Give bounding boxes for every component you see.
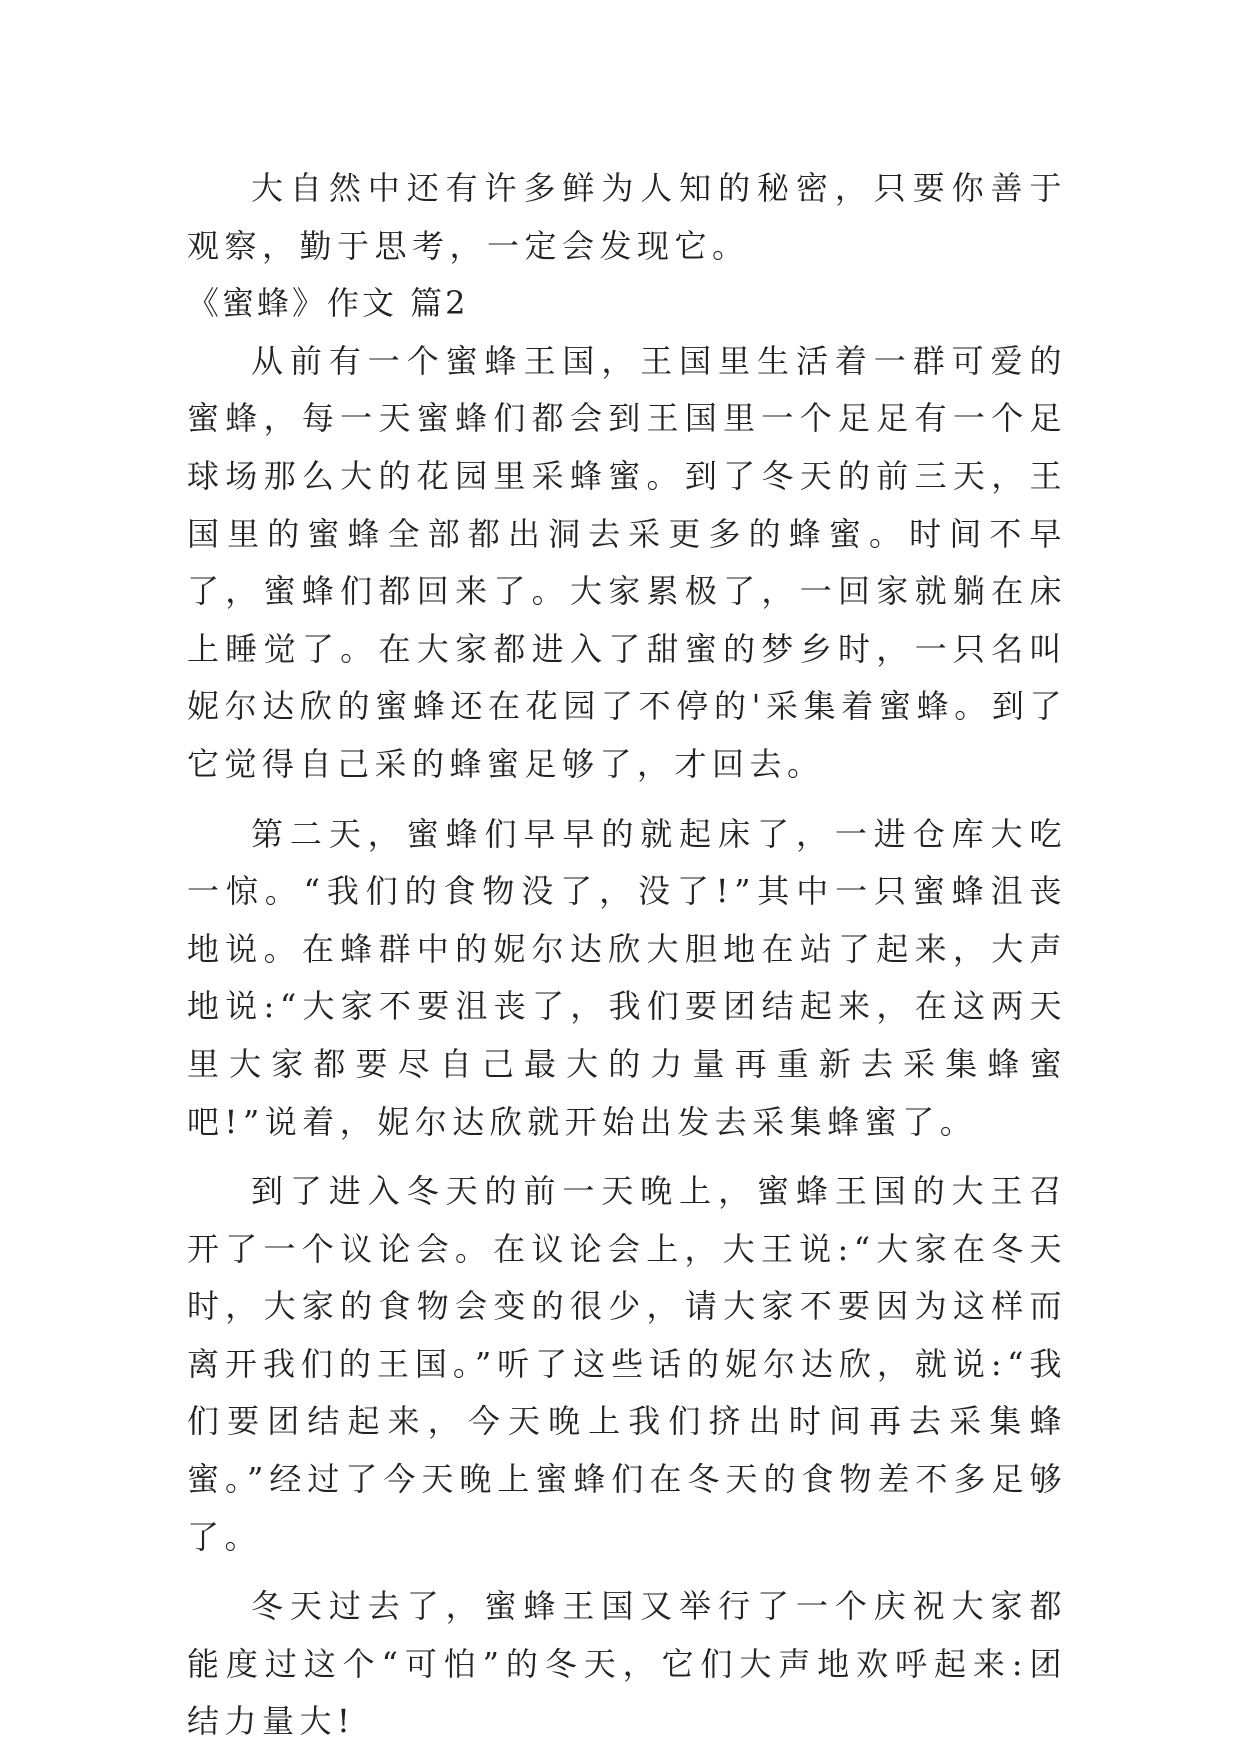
section-title: 《蜜蜂》作文 篇2 [187, 284, 469, 323]
paragraph-4: 冬天过去了，蜜蜂王国又举行了一个庆祝大家都能度过这个“可怕”的冬天，它们大声地欢呼起来:团结力量大! [187, 1587, 1067, 1741]
paragraph-1: 从前有一个蜜蜂王国，王国里生活着一群可爱的蜜蜂，每一天蜜蜂们都会到王国里一个足足有一个足球场那么大的花园里采蜂蜜。到了冬天的前三天，王国里的蜜蜂全部都出洞去采更多的蜂蜜。时间不早了，蜜蜂们都回来了。大家累极了，一回家就躺在床上睡觉了。在大家都进入了甜蜜的梦乡时，一只名叫妮尔达欣的蜜蜂还在花园了不停的'采集着蜜蜂。到了它觉得自己采的蜂蜜足够了，才回去。 [187, 341, 1067, 783]
paragraph-2: 第二天，蜜蜂们早早的就起床了，一进仓库大吃一惊。“我们的食物没了，没了!”其中一只蜜蜂沮丧地说。在蜂群中的妮尔达欣大胆地在站了起来，大声地说:“大家不要沮丧了，我们要团结起来，在这两天里大家都要尽自己最大的力量再重新去采集蜂蜜吧!”说着，妮尔达欣就开始出发去采集蜂蜜了。 [187, 814, 1067, 1141]
paragraph-3: 到了进入冬天的前一天晚上，蜜蜂王国的大王召开了一个议论会。在议论会上，大王说:“大家在冬天时，大家的食物会变的很少，请大家不要因为这样而离开我们的王国。”听了这些话的妮尔达欣，就说:“我们要团结起来，今天晚上我们挤出时间再去采集蜂蜜。”经过了今天晚上蜜蜂们在冬天的食物差不多足够了。 [187, 1172, 1067, 1556]
paragraph-closing: 大自然中还有许多鲜为人知的秘密，只要你善于观察，勤于思考，一定会发现它。 [187, 169, 1067, 265]
document-body [187, 160, 1067, 1751]
